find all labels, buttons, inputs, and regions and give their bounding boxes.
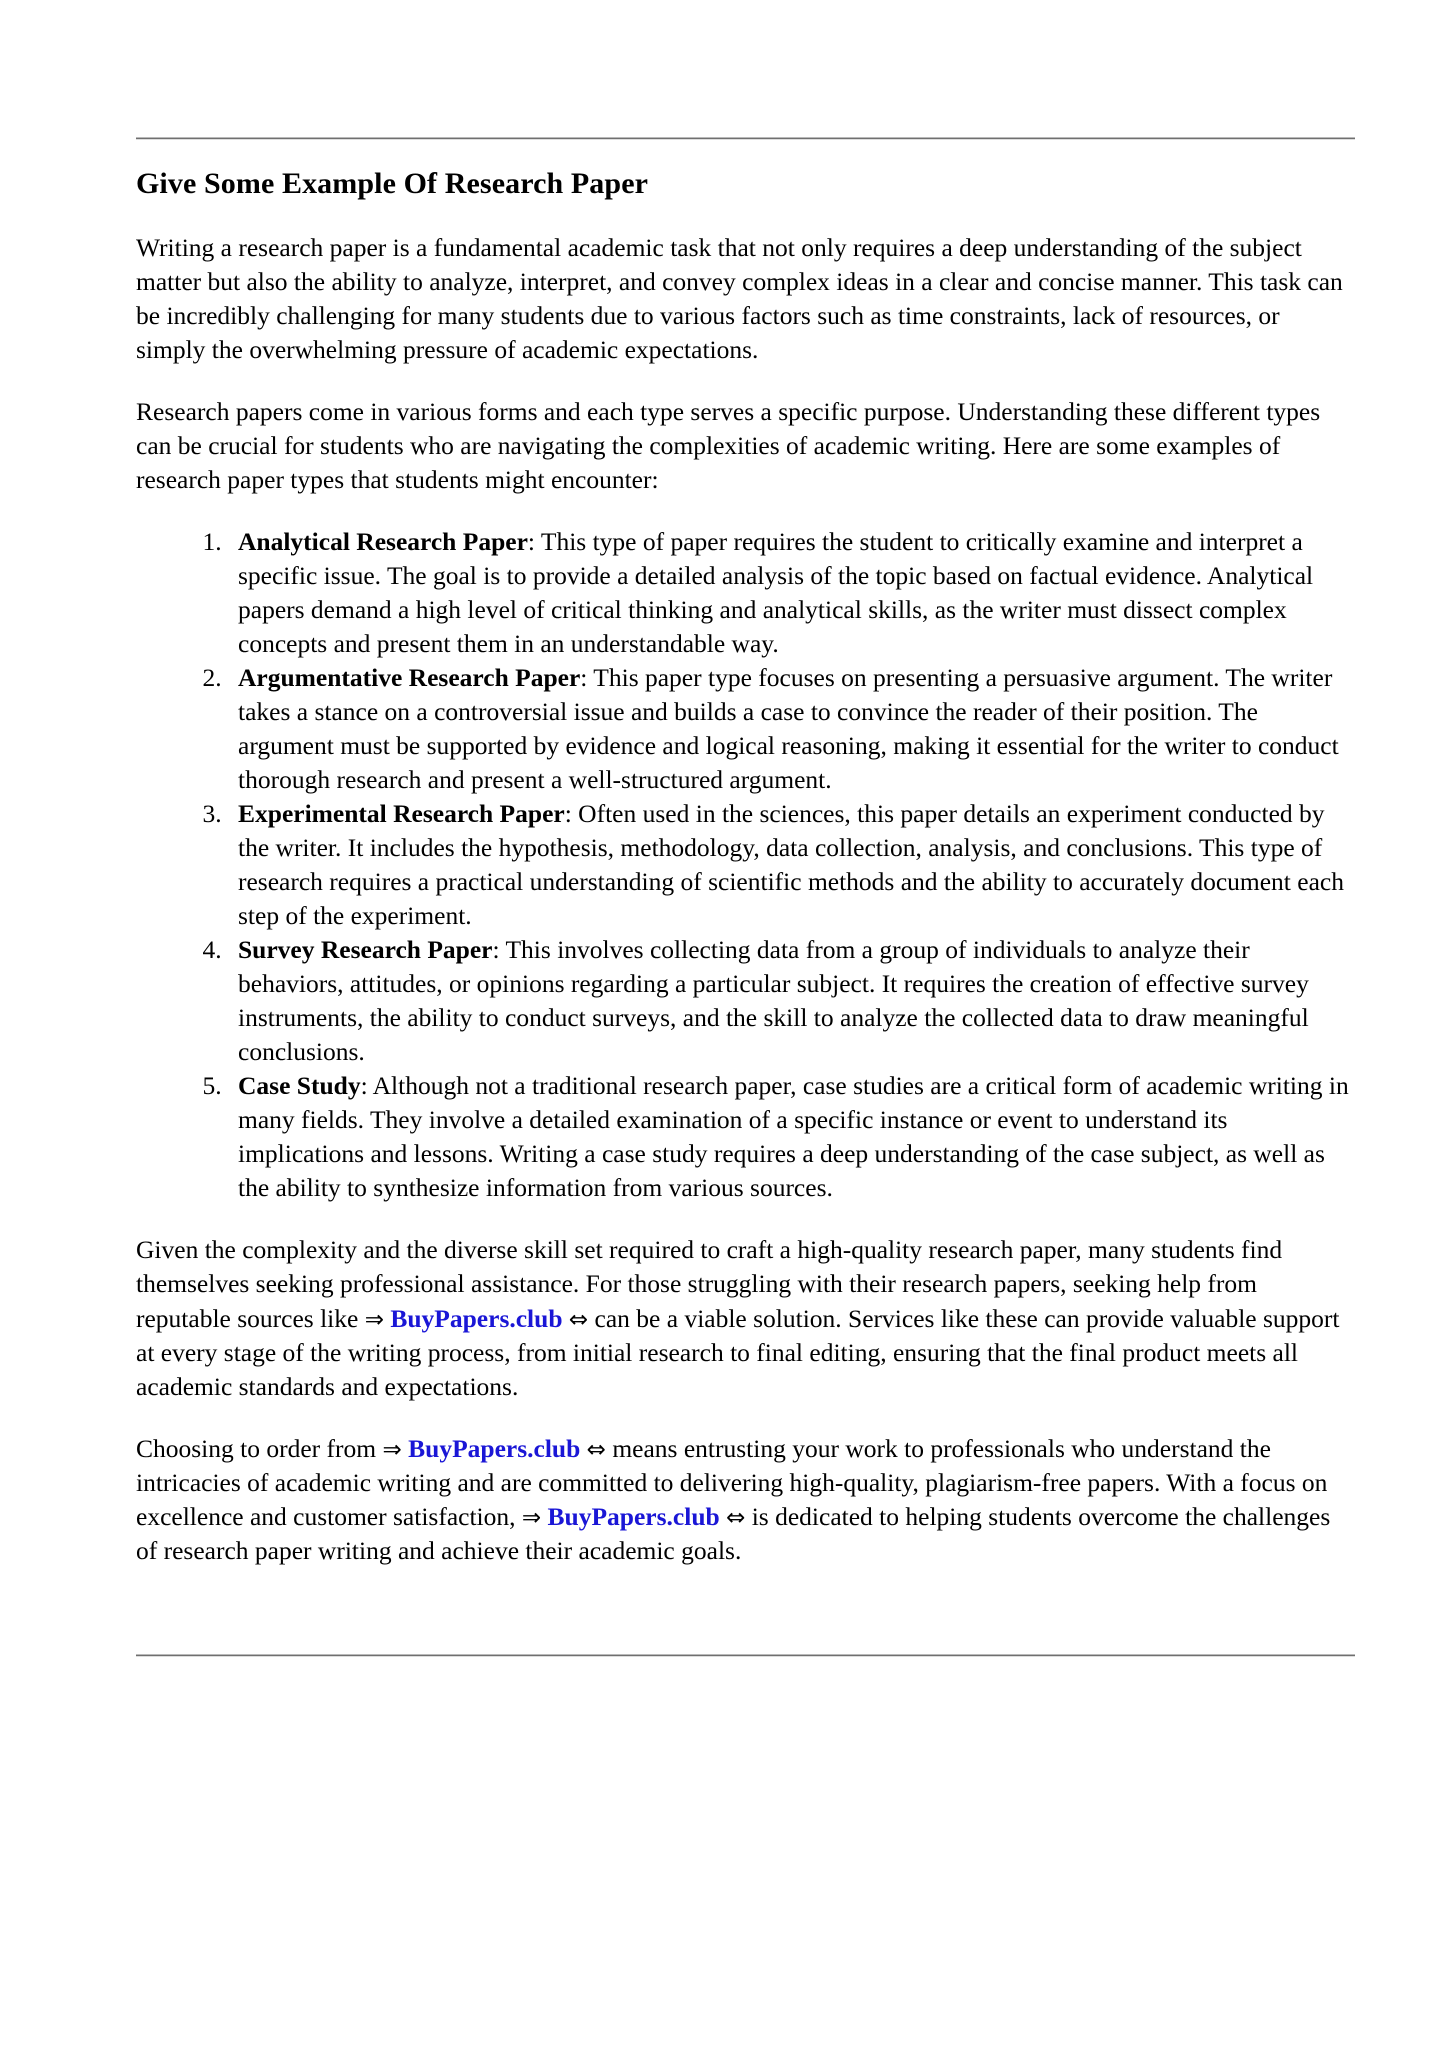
- list-item-term: Survey Research Paper: [238, 935, 493, 965]
- list-item: [228, 933, 1355, 1069]
- buypapers-link[interactable]: BuyPapers.club: [390, 1303, 563, 1333]
- list-item-text: : This involves collecting data from a group of individuals to analyze their behaviors, attitudes, or opinions regarding a particular subject. It requires the creation of effective survey instruments, the ability to conduct surveys, and the skill to analyze the collected data to draw meaningful conclusions.: [238, 935, 1309, 1067]
- double-right-arrow-icon: ⇒: [521, 1504, 542, 1531]
- list-item: [228, 1069, 1355, 1205]
- research-paper-types-list: [136, 525, 1355, 1206]
- closing-2-text-b: means entrusting your work to professionals who understand the intricacies of academic writing and are committed to delivering high-quality, plagiarism-free papers. With a focus on excellence and customer satisfaction,: [136, 1433, 1328, 1531]
- list-item-text: : Although not a traditional research paper, case studies are a critical form of academic writing in many fields. They involve a detailed examination of a specific instance or event to understand its implications and lessons. Writing a case study requires a deep understanding of the case subject, as well as the ability to synthesize information from various sources.: [238, 1071, 1349, 1203]
- list-item-term: Analytical Research Paper: [238, 526, 528, 556]
- page-title: Give Some Example Of Research Paper: [136, 167, 649, 200]
- list-item-term: Experimental Research Paper: [238, 799, 565, 829]
- article-content-frame: [136, 137, 1355, 1657]
- list-item-text: : This type of paper requires the student to critically examine and interpret a specific issue. The goal is to provide a detailed analysis of the topic based on factual evidence. Analytical papers demand a high level of critical thinking and analytical skills, as the writer must dissect complex concepts and present them in an understandable way.: [238, 526, 1314, 658]
- double-right-arrow-icon: ⇒: [364, 1306, 384, 1333]
- list-item-term: Case Study: [238, 1071, 361, 1101]
- list-item-text: : Often used in the sciences, this paper details an experiment conducted by the writer. It includes the hypothesis, methodology, data collection, analysis, and conclusions. This type of research requires a practical understanding of scientific methods and the ability to accurately document each step of the experiment.: [238, 799, 1344, 931]
- bottom-horizontal-rule: [136, 1654, 1355, 1657]
- promo-link-group-2[interactable]: [382, 1434, 605, 1463]
- closing-2-text-c: is dedicated to helping students overcome the challenges of research paper writing and achieve their academic goals.: [136, 1501, 1331, 1565]
- closing-paragraph-1: [136, 1233, 1355, 1403]
- list-item: [228, 525, 1355, 661]
- promo-link-group-1[interactable]: [365, 1304, 588, 1333]
- buypapers-link[interactable]: BuyPapers.club: [408, 1433, 581, 1463]
- closing-2-text-a: Choosing to order from: [136, 1433, 383, 1463]
- promo-link-group-3[interactable]: [522, 1502, 720, 1531]
- intro-paragraph-1: Writing a research paper is a fundamental academic task that not only requires a deep understanding of the subject matter but also the ability to analyze, interpret, and convey complex ideas in a clear and concise manner. This task can be incredibly challenging for many students due to various factors such as time constraints, lack of resources, or simply the overwhelming pressure of academic expectations.: [136, 232, 1343, 364]
- left-right-arrow-icon: ⇔: [568, 1306, 589, 1333]
- list-item: [228, 661, 1355, 797]
- article-body: [136, 140, 1355, 1654]
- double-right-arrow-icon: ⇒: [382, 1436, 402, 1463]
- left-right-arrow-icon: ⇔: [586, 1436, 606, 1463]
- closing-paragraph-2: [136, 1432, 1355, 1568]
- list-item: [228, 797, 1355, 933]
- closing-1-text-a: Given the complexity and the diverse skill set required to craft a high-quality research paper, many students find themselves seeking professional assistance. For those struggling with their research papers, seeking help from reputable sources like: [136, 1235, 1283, 1333]
- buypapers-link[interactable]: BuyPapers.club: [547, 1501, 720, 1531]
- intro-paragraph-2: Research papers come in various forms and each type serves a specific purpose. Understanding these different types can be crucial for students who are navigating the complexities of academic writing. Here are some examples of research paper types that students might encounter:: [136, 396, 1321, 494]
- closing-1-text-b: can be a viable solution. Services like these can provide valuable support at every stage of the writing process, from initial research to final editing, ensuring that the final product meets all academic standards and expectations.: [136, 1303, 1340, 1401]
- left-right-arrow-icon: ⇔: [726, 1504, 746, 1531]
- list-item-term: Argumentative Research Paper: [238, 662, 581, 692]
- list-item-text: : This paper type focuses on presenting a persuasive argument. The writer takes a stance on a controversial issue and builds a case to convince the reader of their position. The argument must be supported by evidence and logical reasoning, making it essential for the writer to conduct thorough research and present a well-structured argument.: [238, 662, 1339, 795]
